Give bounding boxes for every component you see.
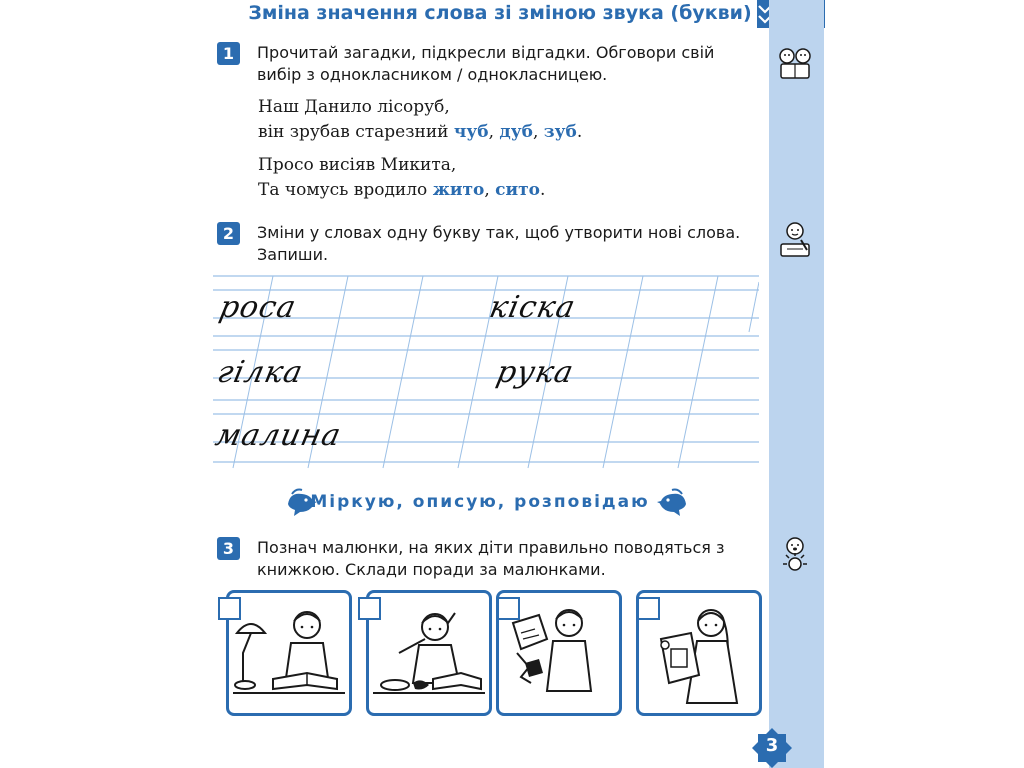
page-title: Зміна значення слова зі зміною звука (букви) xyxy=(248,2,752,24)
task-number-1: 1 xyxy=(217,42,240,65)
riddle1-separator: , xyxy=(488,122,494,142)
riddle-2 xyxy=(258,153,545,203)
boy-reading-at-lamp-illustration xyxy=(229,593,349,713)
picture-frame-1 xyxy=(226,590,352,716)
riddle2-line1: Просо висіяв Микита, xyxy=(258,155,457,175)
picture-checkbox-4[interactable] xyxy=(637,597,660,620)
task2-instruction: Зміни у словах одну букву так, щоб утворити нові слова. Запиши. xyxy=(257,223,741,264)
riddle-1 xyxy=(258,95,582,145)
task-number-2: 2 xyxy=(217,222,240,245)
speaking-icon xyxy=(775,534,815,574)
section-title: Міркую, описую, розповідаю xyxy=(310,492,650,512)
riddle1-option[interactable]: зуб xyxy=(543,122,577,142)
cursive-word: рука xyxy=(493,355,578,390)
page-number: 3 xyxy=(765,735,779,756)
riddle1-end: . xyxy=(576,122,583,142)
picture-checkbox-3[interactable] xyxy=(497,597,520,620)
task3-instruction: Познач малюнки, на яких діти правильно поводяться з книжкою. Склади поради за малюнками. xyxy=(257,538,725,579)
riddle2-line2-prefix: Та чомусь вродило xyxy=(258,180,428,200)
riddle1-line2-prefix: він зрубав старезний xyxy=(258,122,449,142)
cursive-word: малина xyxy=(212,418,345,453)
riddle2-separator: , xyxy=(484,180,490,200)
picture-frame-2 xyxy=(366,590,492,716)
pair-reading-icon xyxy=(775,44,815,84)
cursive-word: кіска xyxy=(486,290,579,325)
riddle1-option[interactable]: чуб xyxy=(453,122,489,142)
picture-checkbox-1[interactable] xyxy=(218,597,241,620)
riddle1-line2 xyxy=(258,120,582,145)
side-strip xyxy=(769,0,824,768)
riddle1-separator: , xyxy=(532,122,539,142)
cursive-word: гілка xyxy=(214,355,307,390)
girl-eating-over-book-illustration xyxy=(369,593,489,713)
riddle1-option[interactable]: дуб xyxy=(499,122,533,142)
picture-checkbox-2[interactable] xyxy=(358,597,381,620)
riddle2-option[interactable]: сито xyxy=(495,180,540,200)
riddle2-option[interactable]: жито xyxy=(432,180,485,200)
bird-icon xyxy=(656,486,690,518)
cursive-word: роса xyxy=(216,290,300,325)
riddle1-line1: Наш Данило лісоруб, xyxy=(258,97,450,117)
riddle2-line2 xyxy=(258,178,545,203)
task-number-3: 3 xyxy=(217,537,240,560)
riddle2-end: . xyxy=(540,180,546,200)
writing-icon xyxy=(775,220,815,260)
task1-instruction: Прочитай загадки, підкресли відгадки. Обговори свій вибір з однокласником / однокласницею. xyxy=(257,43,715,84)
